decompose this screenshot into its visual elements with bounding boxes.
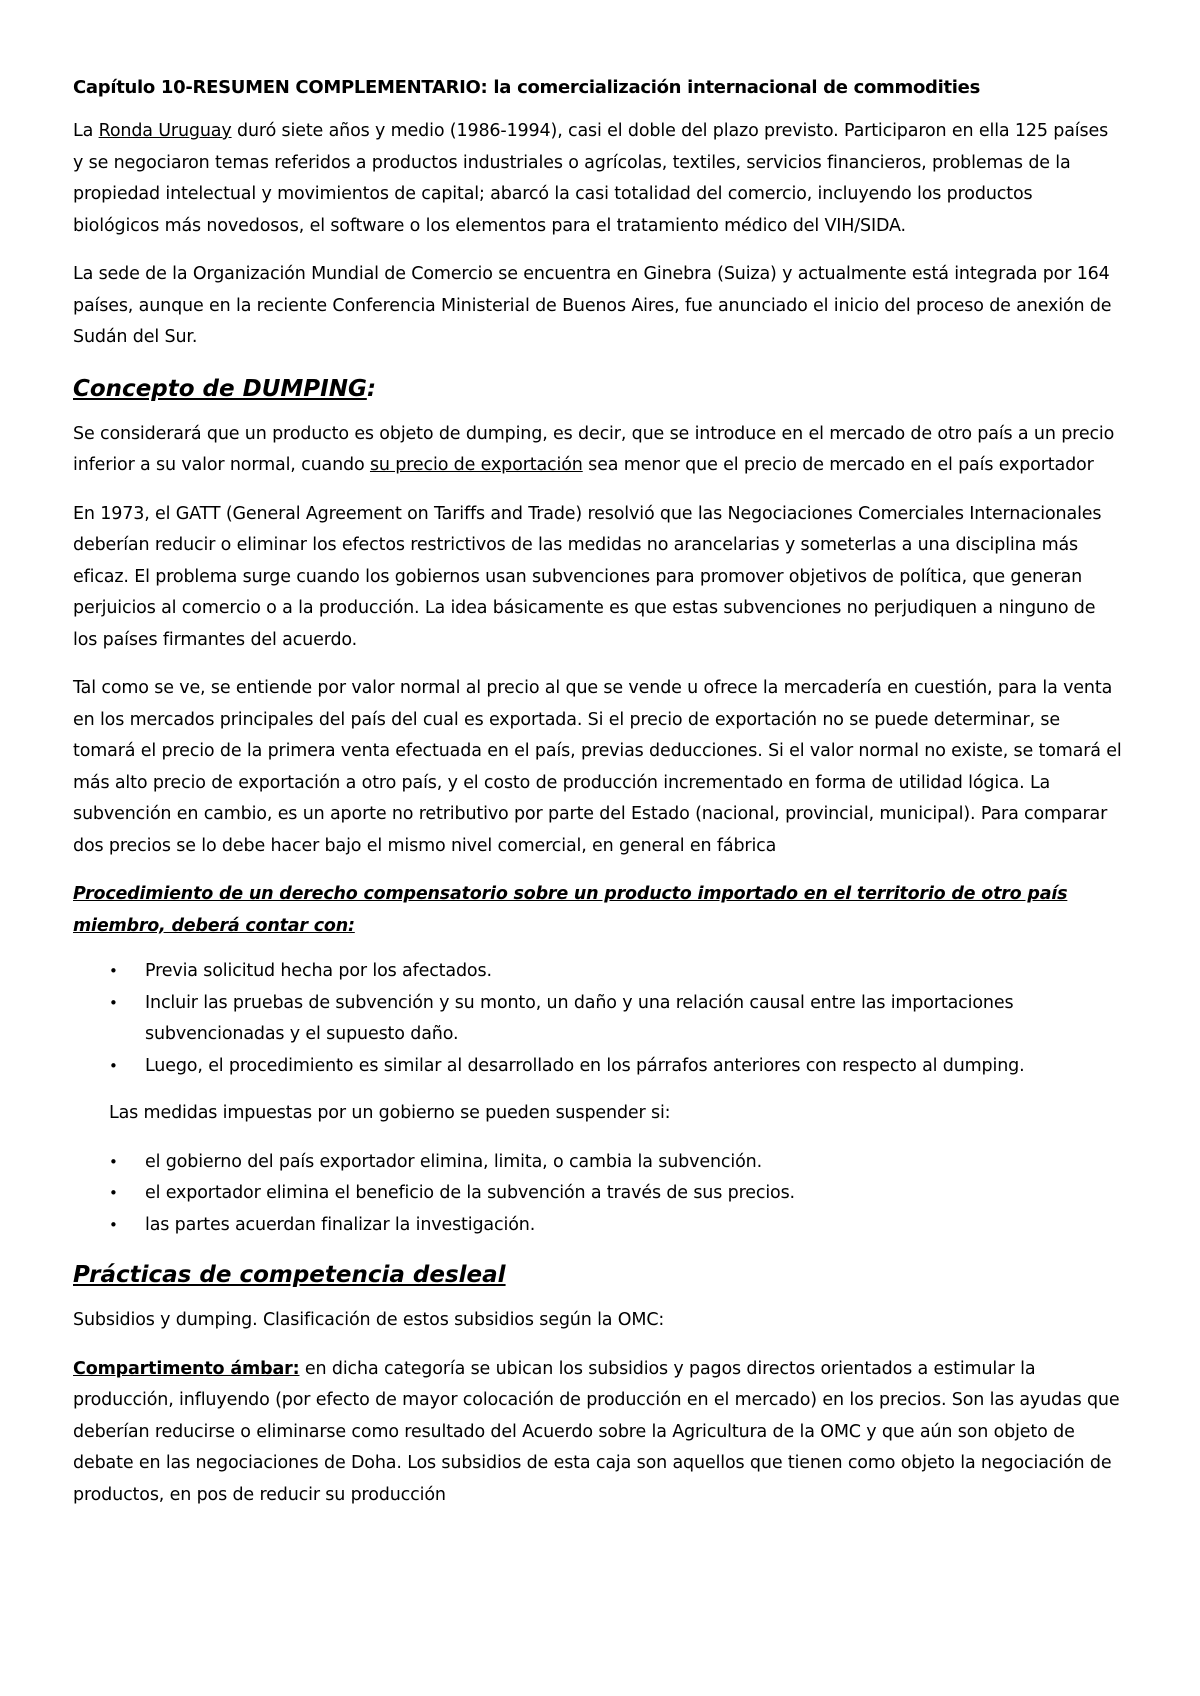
paragraph-medidas: Las medidas impuestas por un gobierno se pueden suspender si: xyxy=(109,1103,671,1123)
list-item-text: el exportador elimina el beneficio de la subvención a través de sus precios. xyxy=(145,1183,795,1203)
list-item xyxy=(109,1051,1122,1083)
list-item-text: Previa solicitud hecha por los afectados. xyxy=(145,961,492,981)
bullet-icon: • xyxy=(109,1056,118,1075)
ronda-uruguay-link[interactable]: Ronda Uruguay xyxy=(98,121,232,141)
list-item-text: Incluir las pruebas de subvención y su monto, un daño y una relación causal entre las importaciones subvencionadas y el supuesto daño. xyxy=(145,992,1014,1044)
heading-dumping xyxy=(73,371,1122,407)
p1-post: duró siete años y medio (1986-1994), casi el doble del plazo previsto. Participaron en ella 125 países y se negociaron temas referidos a productos industriales o agrícolas, textiles, servicios financieros, problemas de la propiedad intelectual y movimientos de capital; abarcó la casi totalidad del comercio, incluyendo los productos biológicos más novedosos, el software o los elementos para el tratamiento médico del VIH/SIDA. xyxy=(73,121,1109,236)
heading-procedimiento: Procedimiento de un derecho compensatorio sobre un producto importado en el territorio de otro país miembro, deberá contar con: xyxy=(73,884,1068,936)
bullet-icon: • xyxy=(109,1152,118,1171)
paragraph-compartimento-ambar xyxy=(73,1354,1122,1512)
bullet-icon: • xyxy=(109,962,118,980)
list-procedimiento xyxy=(73,956,1122,1082)
p3-pre: Se considerará que un producto es objeto de dumping, es decir, que se introduce en el mercado de otro país a un precio inferior a su valor normal, cuando xyxy=(73,423,1115,475)
document-title: Capítulo 10-RESUMEN COMPLEMENTARIO: la comercialización internacional de commodities xyxy=(73,77,980,98)
paragraph-omc-sede: La sede de la Organización Mundial de Comercio se encuentra en Ginebra (Suiza) y actualmente está integrada por 164 países, aunque en la reciente Conferencia Ministerial de Buenos Aires, fue anunciado el inicio del proceso de anexión de Sudán del Sur. xyxy=(73,264,1112,347)
paragraph-ronda-uruguay xyxy=(73,116,1122,242)
list-item xyxy=(109,956,1122,988)
compartimento-ambar-text: en dicha categoría se ubican los subsidios y pagos directos orientados a estimular la producción, influyendo (por efecto de mayor colocación de producción en el mercado) en los precios. Son las ayudas que deberían reducirse o eliminarse como resultado del Acuerdo sobre la Agricultura de la OMC y que aún son objeto de debate en las negociaciones de Doha. Los subsidios de esta caja son aquellos que tienen como objeto la negociación de productos, en pos de reducir su producción xyxy=(73,1358,1120,1505)
list-suspension xyxy=(73,1147,1122,1242)
bullet-icon: • xyxy=(109,1184,118,1202)
p3-underlined: su precio de exportación xyxy=(369,455,583,475)
heading-dumping-text: Concepto de DUMPING xyxy=(73,375,367,402)
list-item xyxy=(109,1147,1122,1179)
compartimento-ambar-label: Compartimento ámbar: xyxy=(73,1358,300,1379)
heading-practicas-text: Prácticas de competencia desleal xyxy=(73,1262,506,1288)
bullet-icon: • xyxy=(109,993,118,1012)
list-item xyxy=(109,988,1122,1051)
paragraph-subsidios: Subsidios y dumping. Clasificación de estos subsidios según la OMC: xyxy=(73,1310,665,1330)
list-item xyxy=(109,1210,1122,1242)
heading-practicas xyxy=(73,1257,1122,1293)
paragraph-gatt: En 1973, el GATT (General Agreement on Tariffs and Trade) resolvió que las Negociaciones Comerciales Internacionales deberían reducir o eliminar los efectos restrictivos de las medidas no arancelarias y someterlas a una disciplina más eficaz. El problema surge cuando los gobiernos usan subvenciones para promover objetivos de política, que generan perjuicios al comercio o a la producción. La idea básicamente es que estas subvenciones no perjudiquen a ninguno de los países firmantes del acuerdo. xyxy=(73,503,1102,650)
p1-pre: La xyxy=(73,121,99,141)
heading-dumping-suffix: : xyxy=(366,375,377,402)
p3-post: sea menor que el precio de mercado en el país exportador xyxy=(582,455,1094,475)
paragraph-valor-normal: Tal como se ve, se entiende por valor normal al precio al que se vende u ofrece la mercadería en cuestión, para la venta en los mercados principales del país del cual es exportada. Si el precio de exportación no se puede determinar, se tomará el precio de la primera venta efectuada en el país, previas deducciones. Si el valor normal no existe, se tomará el más alto precio de exportación a otro país, y el costo de producción incrementado en forma de utilidad lógica. La subvención en cambio, es un aporte no retributivo por parte del Estado (nacional, provincial, municipal). Para comparar dos precios se lo debe hacer bajo el mismo nivel comercial, en general en fábrica xyxy=(73,678,1122,856)
paragraph-dumping-definition xyxy=(73,419,1122,482)
list-item xyxy=(109,1178,1122,1210)
list-item-text: las partes acuerdan finalizar la investigación. xyxy=(145,1214,536,1235)
list-item-text: Luego, el procedimiento es similar al desarrollado en los párrafos anteriores con respecto al dumping. xyxy=(145,1055,1025,1076)
list-item-text: el gobierno del país exportador elimina, limita, o cambia la subvención. xyxy=(145,1151,762,1172)
bullet-icon: • xyxy=(109,1215,118,1234)
